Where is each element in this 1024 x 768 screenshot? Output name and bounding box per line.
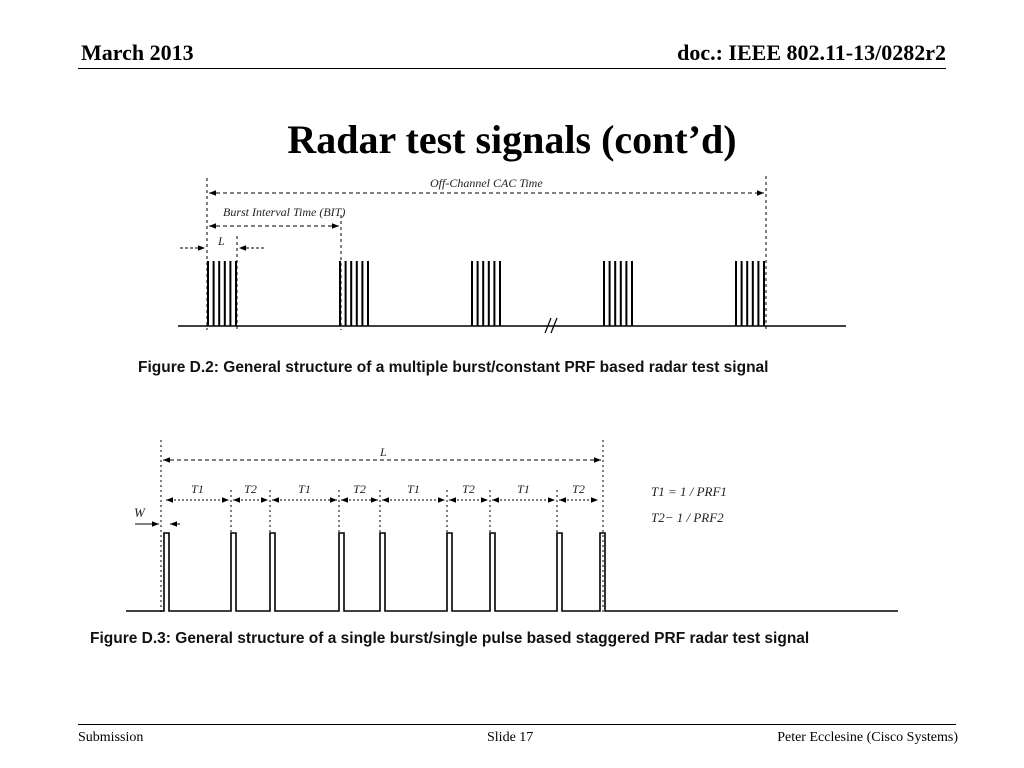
figure-d2-length-label: L xyxy=(218,234,225,248)
burst-groups xyxy=(208,261,764,326)
interval-label-t2: T2 xyxy=(244,482,257,496)
off-channel-label: Off-Channel CAC Time xyxy=(430,176,543,190)
burst-interval-label: Burst Interval Time (BIT) xyxy=(223,205,346,219)
figure-d2-caption: Figure D.2: General structure of a multiple burst/constant PRF based radar test signal xyxy=(138,359,769,376)
formula-t2: T2− 1 / PRF2 xyxy=(651,510,724,525)
figure-d3-guides xyxy=(161,440,603,612)
interval-label-t1: T1 xyxy=(298,482,311,496)
slide-title: Radar test signals (cont’d) xyxy=(287,117,737,162)
interval-label-t1: T1 xyxy=(407,482,420,496)
interval-label-t2: T2 xyxy=(353,482,366,496)
footer-author: Peter Ecclesine (Cisco Systems) xyxy=(777,730,958,745)
figure-d3-length-label: L xyxy=(380,445,387,459)
interval-label-t2: T2 xyxy=(462,482,475,496)
figure-d3-diagram xyxy=(126,440,898,612)
pulse-train xyxy=(126,533,898,611)
footer-submission: Submission xyxy=(78,730,144,745)
footer-slide-number: Slide 17 xyxy=(487,730,534,745)
figure-d2-diagram xyxy=(178,176,846,333)
width-label: W xyxy=(134,505,145,520)
header-doc-id: doc.: IEEE 802.11-13/0282r2 xyxy=(677,40,946,65)
header-date: March 2013 xyxy=(81,40,194,65)
footer-rule xyxy=(78,724,956,725)
interval-labels xyxy=(191,482,585,496)
formula-t1: T1 = 1 / PRF1 xyxy=(651,484,727,499)
interval-label-t1: T1 xyxy=(191,482,204,496)
figure-d2-guides xyxy=(207,176,766,330)
interval-label-t1: T1 xyxy=(517,482,530,496)
figure-d3-caption: Figure D.3: General structure of a single burst/single pulse based staggered PRF radar test signal xyxy=(90,630,810,647)
interval-label-t2: T2 xyxy=(572,482,585,496)
